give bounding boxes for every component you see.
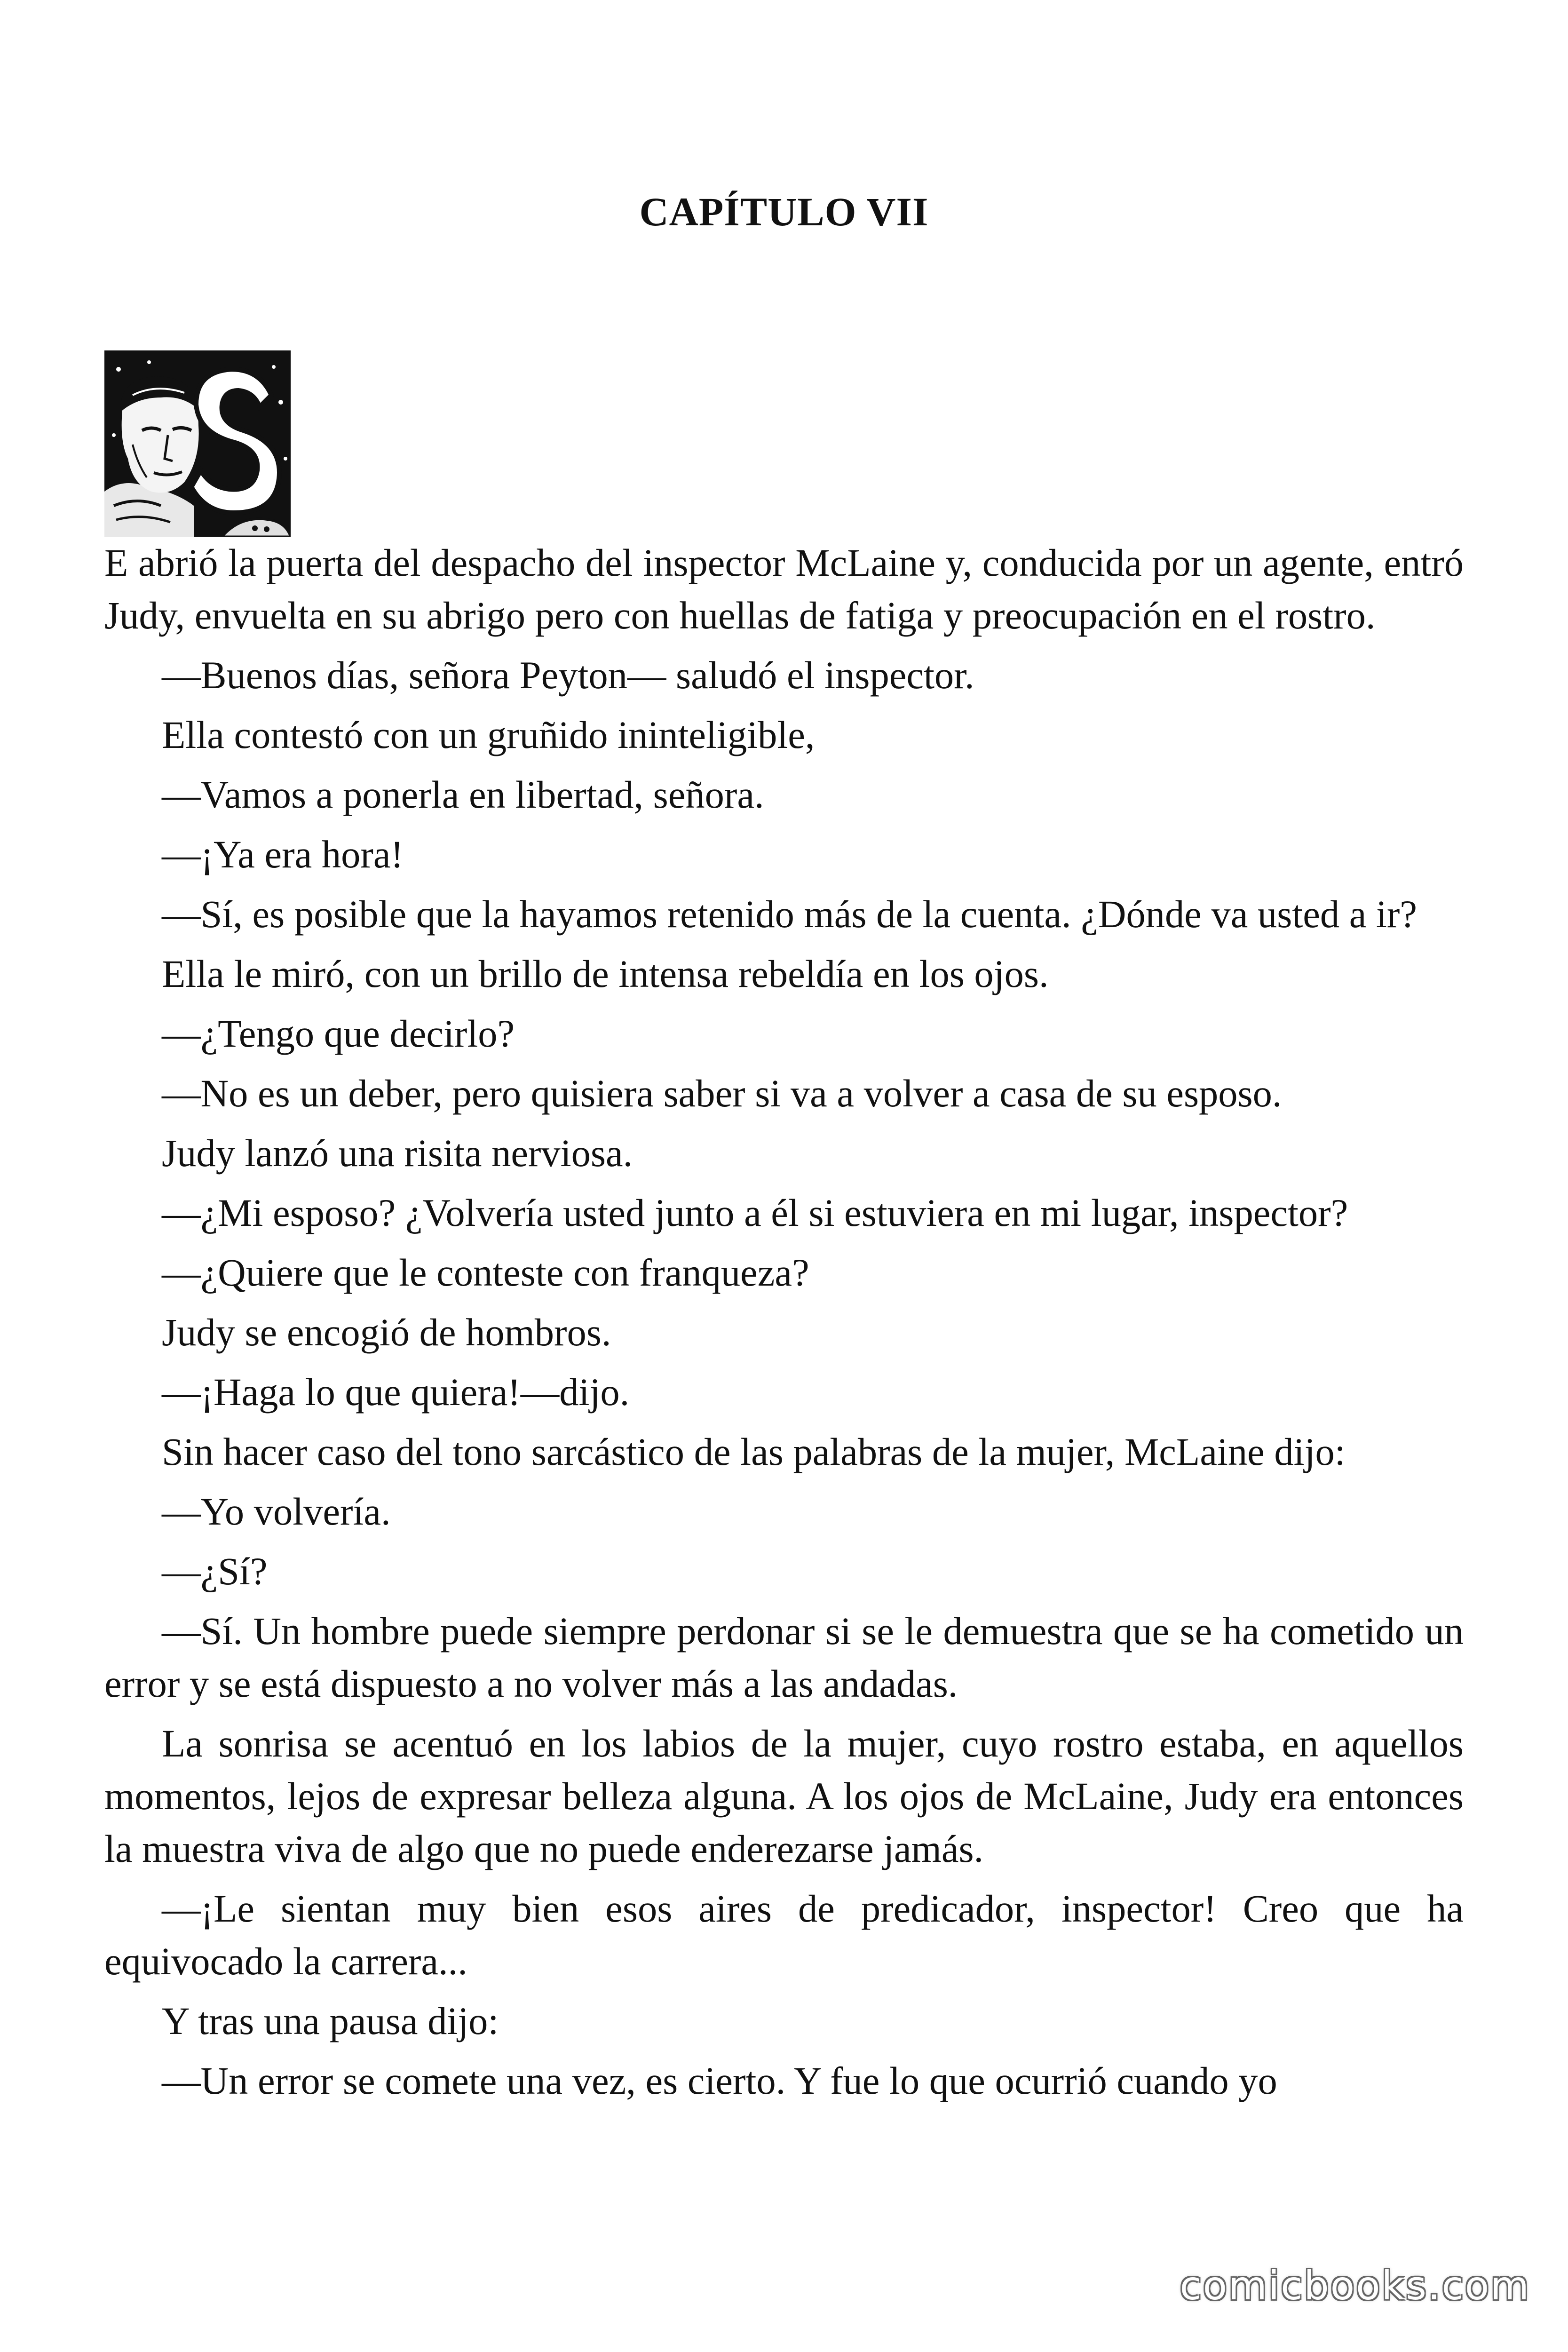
paragraph: —¡Haga lo que quiera!—dijo. (162, 1370, 630, 1414)
paragraph: —Sí, es posible que la hayamos retenido más de la cuenta. ¿Dónde va usted a ir? (162, 892, 1417, 936)
drop-cap-illustration (104, 350, 291, 537)
paragraph: —¡Ya era hora! (162, 833, 404, 876)
paragraph: Sin hacer caso del tono sarcástico de las palabras de la mujer, McLaine dijo: (162, 1430, 1346, 1473)
paragraph: Judy lanzó una risita nerviosa. (162, 1131, 633, 1175)
paragraph: La sonrisa se acentuó en los labios de la mujer, cuyo rostro estaba, en aquellos momentos, lejos de expresar belleza alguna. A los ojos de McLaine, Judy era entonces la muestra viva de algo que no puede enderezarse jamás. (104, 1722, 1464, 1870)
paragraph: —Sí. Un hombre puede siempre perdonar si se le demuestra que se ha cometido un error y se está dispuesto a no volver más a las andadas. (104, 1609, 1464, 1705)
paragraph: E abrió la puerta del despacho del inspector McLaine y, conducida por un agente, entró Judy, envuelta en su abrigo pero con huellas de fatiga y preocupación en el rostro. (104, 541, 1464, 637)
paragraph: —Yo volvería. (162, 1490, 391, 1533)
chapter-body (104, 536, 1464, 2114)
paragraph: —Un error se comete una vez, es cierto. Y fue lo que ocurrió cuando yo (162, 2059, 1277, 2102)
drop-cap-portrait-icon (104, 350, 291, 537)
paragraph: Judy se encogió de hombros. (162, 1311, 611, 1354)
paragraph: —Buenos días, señora Peyton— saludó el inspector. (162, 653, 974, 697)
paragraph: —¿Tengo que decirlo? (162, 1012, 515, 1055)
paragraph: —¿Sí? (162, 1549, 268, 1593)
paragraph: Ella le miró, con un brillo de intensa rebeldía en los ojos. (162, 952, 1049, 995)
paragraph: —¡Le sientan muy bien esos aires de predicador, inspector! Creo que ha equivocado la carrera... (104, 1887, 1464, 1983)
paragraph: —¿Mi esposo? ¿Volvería usted junto a él si estuviera en mi lugar, inspector? (162, 1191, 1348, 1234)
paragraph: —No es un deber, pero quisiera saber si va a volver a casa de su esposo. (162, 1072, 1282, 1115)
paragraph: —Vamos a ponerla en libertad, señora. (162, 773, 764, 816)
watermark: comicbooks.com (1180, 2263, 1530, 2309)
paragraph: Y tras una pausa dijo: (162, 1999, 499, 2042)
paragraph: Ella contestó con un gruñido ininteligible, (162, 713, 815, 756)
chapter-title: CAPÍTULO VII (639, 189, 929, 234)
paragraph: —¿Quiere que le conteste con franqueza? (162, 1251, 809, 1294)
